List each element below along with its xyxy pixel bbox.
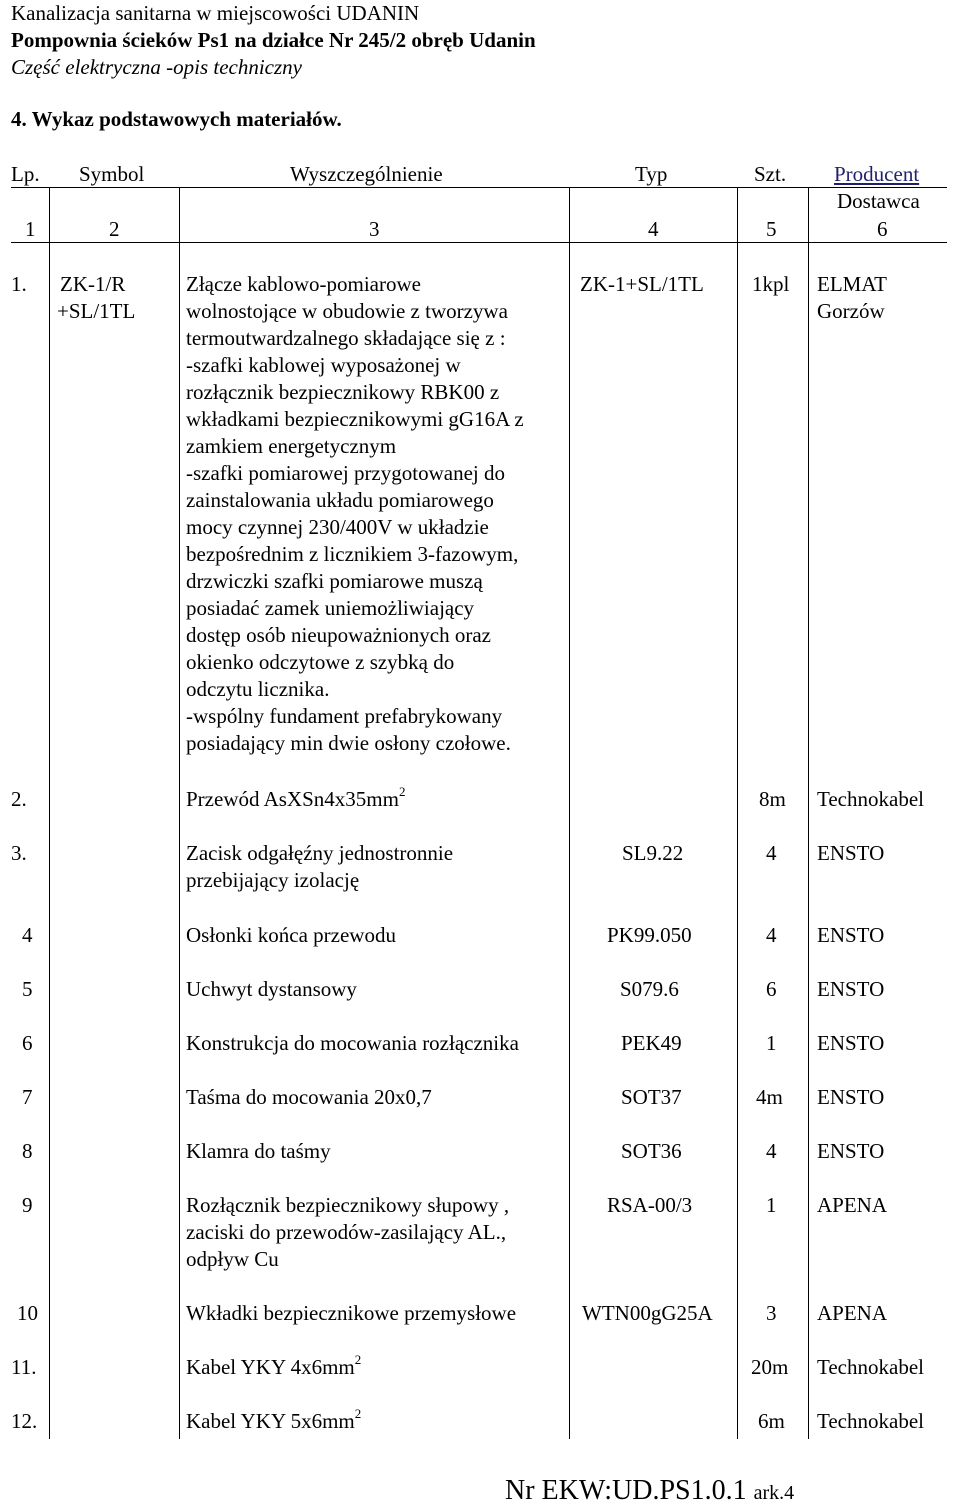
row-producer: Technokabel — [817, 1355, 924, 1379]
row-producer: ENSTO — [817, 977, 885, 1001]
row-symbol: +SL/1TL — [57, 299, 136, 323]
row-desc: Przewód $AsXSn4x35mm^2$ — [186, 784, 406, 811]
row-qty: 4 — [766, 923, 777, 947]
row-desc: zamkiem energetycznym — [186, 434, 397, 458]
row-lp: 9 — [22, 1193, 33, 1217]
superscript: 2 — [354, 1352, 362, 1367]
row-desc: Wkładki bezpiecznikowe przemysłowe — [186, 1301, 517, 1325]
row-symbol: ZK-1/R — [60, 272, 126, 296]
header-line-3: Część elektryczna -opis techniczny — [11, 55, 302, 79]
row-qty: 4 — [766, 1139, 777, 1163]
row-type: PEK49 — [621, 1031, 682, 1055]
col-header-producer: Producent — [834, 162, 920, 186]
superscript: 2 — [354, 1406, 362, 1421]
row-desc: bezpośrednim z licznikiem 3-fazowym, — [186, 542, 519, 566]
row-desc: Zacisk odgałęźny jednostronnie — [186, 841, 454, 865]
row-qty: 4 — [766, 841, 777, 865]
row-desc: dostęp osób nieupoważnionych oraz — [186, 623, 492, 647]
row-desc: okienko odczytowe z szybką do — [186, 650, 455, 674]
row-desc: posiadać zamek uniemożliwiający — [186, 596, 475, 620]
row-lp: 8 — [22, 1139, 33, 1163]
row-lp: 6 — [22, 1031, 33, 1055]
row-desc: przebijający izolację — [186, 868, 360, 892]
row-type: S079.6 — [620, 977, 679, 1001]
col-header-supplier: Dostawca — [837, 189, 920, 213]
header-rule-2 — [11, 242, 947, 243]
document-code: Nr EKW:UD.PS1.0.1 — [505, 1475, 747, 1506]
row-lp: 7 — [22, 1085, 33, 1109]
row-producer: APENA — [817, 1193, 888, 1217]
row-lp: 2. — [11, 787, 27, 811]
superscript: 2 — [398, 784, 406, 799]
row-qty: 1 — [766, 1193, 777, 1217]
row-desc: Rozłącznik bezpiecznikowy słupowy , — [186, 1193, 510, 1217]
row-qty: 1 — [766, 1031, 777, 1055]
row-desc: odczytu licznika. — [186, 677, 330, 701]
row-producer: Technokabel — [817, 1409, 924, 1433]
header-rule-1 — [11, 187, 947, 188]
row-desc: zaciski do przewodów-zasilający AL., — [186, 1220, 507, 1244]
row-desc: -szafki kablowej wyposażonej w — [186, 353, 461, 377]
row-lp: 4 — [22, 923, 33, 947]
row-desc: odpływ Cu — [186, 1247, 279, 1271]
row-desc: Kabel YKY $5x6mm^2$ — [186, 1406, 362, 1433]
row-type: PK99.050 — [607, 923, 692, 947]
col-header-symbol: Symbol — [79, 162, 145, 186]
row-type: ZK-1+SL/1TL — [580, 272, 704, 296]
col-header-desc: Wyszczególnienie — [290, 162, 443, 186]
row-desc: termoutwardzalnego składające się z : — [186, 326, 506, 350]
col-header-lp: Lp. — [11, 162, 40, 186]
row-desc: mocy czynnej 230/400V w układzie — [186, 515, 489, 539]
row-type: WTN00gG25A — [582, 1301, 713, 1325]
section-title: 4. Wykaz podstawowych materiałów. — [11, 107, 342, 131]
sheet-number: ark.4 — [753, 1482, 795, 1504]
column-divider — [49, 187, 50, 1439]
row-desc: Klamra do taśmy — [186, 1139, 331, 1163]
row-desc: wolnostojące w obudowie z tworzywa — [186, 299, 508, 323]
row-desc: Konstrukcja do mocowania rozłącznika — [186, 1031, 519, 1055]
row-qty: 6m — [758, 1409, 785, 1433]
row-lp: 11. — [11, 1355, 37, 1379]
col-number: 6 — [877, 217, 888, 241]
col-number: 1 — [25, 217, 36, 241]
col-number: 5 — [766, 217, 777, 241]
row-type: SL9.22 — [622, 841, 684, 865]
row-lp: 12. — [11, 1409, 38, 1433]
page-footer — [505, 1476, 794, 1508]
row-qty: 20m — [751, 1355, 789, 1379]
row-producer: ENSTO — [817, 1031, 885, 1055]
row-lp: 3. — [11, 841, 27, 865]
row-lp: 5 — [22, 977, 33, 1001]
row-producer: APENA — [817, 1301, 888, 1325]
row-type: SOT36 — [621, 1139, 682, 1163]
row-desc: Uchwyt dystansowy — [186, 977, 357, 1001]
row-desc: rozłącznik bezpiecznikowy RBK00 z — [186, 380, 500, 404]
row-desc: Taśma do mocowania 20x0,7 — [186, 1085, 432, 1109]
row-desc: -szafki pomiarowej przygotowanej do — [186, 461, 505, 485]
row-desc: Złącze kablowo-pomiarowe — [186, 272, 421, 296]
row-producer: ENSTO — [817, 1085, 885, 1109]
header-line-1: Kanalizacja sanitarna w miejscowości UDANIN — [11, 1, 420, 25]
header-line-2: Pompownia ścieków Ps1 na działce Nr 245/2 obręb Udanin — [11, 28, 536, 52]
row-desc: zainstalowania układu pomiarowego — [186, 488, 494, 512]
row-desc: wkładkami bezpiecznikowymi gG16A z — [186, 407, 524, 431]
row-qty: 4m — [756, 1085, 783, 1109]
row-lp: 10 — [17, 1301, 38, 1325]
row-desc: Kabel YKY $4x6mm^2$ — [186, 1352, 362, 1379]
row-qty: 1kpl — [752, 272, 790, 296]
column-divider — [569, 187, 570, 1439]
row-producer: ELMAT — [817, 272, 887, 296]
row-producer: Gorzów — [817, 299, 885, 323]
column-divider — [737, 187, 738, 1439]
row-qty: 8m — [759, 787, 786, 811]
col-number: 3 — [369, 217, 380, 241]
column-divider — [179, 187, 180, 1439]
row-desc: Osłonki końca przewodu — [186, 923, 396, 947]
row-type: RSA-00/3 — [607, 1193, 693, 1217]
col-number: 4 — [648, 217, 659, 241]
column-divider — [808, 187, 809, 1439]
col-header-type: Typ — [635, 162, 668, 186]
col-header-qty: Szt. — [754, 162, 787, 186]
col-number: 2 — [109, 217, 120, 241]
row-qty: 6 — [766, 977, 777, 1001]
row-producer: ENSTO — [817, 841, 885, 865]
row-desc: -wspólny fundament prefabrykowany — [186, 704, 503, 728]
row-producer: ENSTO — [817, 1139, 885, 1163]
row-producer: ENSTO — [817, 923, 885, 947]
row-type: SOT37 — [621, 1085, 682, 1109]
row-desc: drzwiczki szafki pomiarowe muszą — [186, 569, 483, 593]
row-qty: 3 — [766, 1301, 777, 1325]
row-lp: 1. — [11, 272, 27, 296]
row-producer: Technokabel — [817, 787, 924, 811]
row-desc: posiadający min dwie osłony czołowe. — [186, 731, 511, 755]
